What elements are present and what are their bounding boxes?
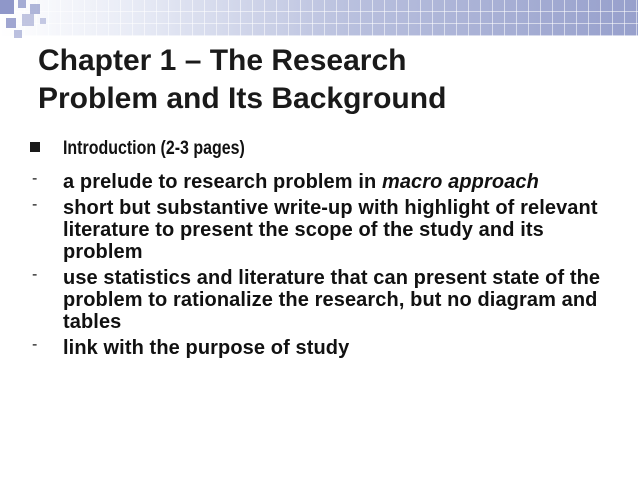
title-line-2: Problem and Its Background bbox=[38, 82, 447, 115]
dash-bullet: - bbox=[32, 170, 38, 187]
list-item-text: link with the purpose of study bbox=[63, 337, 350, 359]
list-item-text bbox=[63, 171, 608, 193]
dash-bullet: - bbox=[32, 336, 38, 353]
decorative-header-band bbox=[0, 0, 638, 36]
list-item-text-emphasis: macro approach bbox=[381, 171, 539, 193]
bullet-list bbox=[28, 137, 608, 363]
decorative-corner-squares bbox=[0, 0, 60, 44]
list-item-text-plain: a prelude to research problem in bbox=[63, 171, 382, 193]
dash-bullet: - bbox=[32, 266, 38, 283]
dash-bullet: - bbox=[32, 196, 38, 213]
title-line-1: Chapter 1 – The Research bbox=[38, 44, 407, 77]
slide-title bbox=[38, 42, 618, 118]
list-item bbox=[28, 197, 608, 263]
list-item-text: short but substantive write-up with highlight of relevant literature to present the scope of the study and its problem bbox=[63, 197, 598, 263]
list-item-intro bbox=[28, 137, 608, 171]
list-item bbox=[28, 267, 608, 333]
list-item bbox=[28, 171, 608, 193]
square-bullet-icon bbox=[30, 142, 40, 152]
intro-heading: Introduction (2-3 pages) bbox=[63, 138, 245, 159]
list-item bbox=[28, 337, 608, 359]
list-item-text: use statistics and literature that can present state of the problem to rationalize the research, but no diagram and tables bbox=[63, 267, 601, 333]
